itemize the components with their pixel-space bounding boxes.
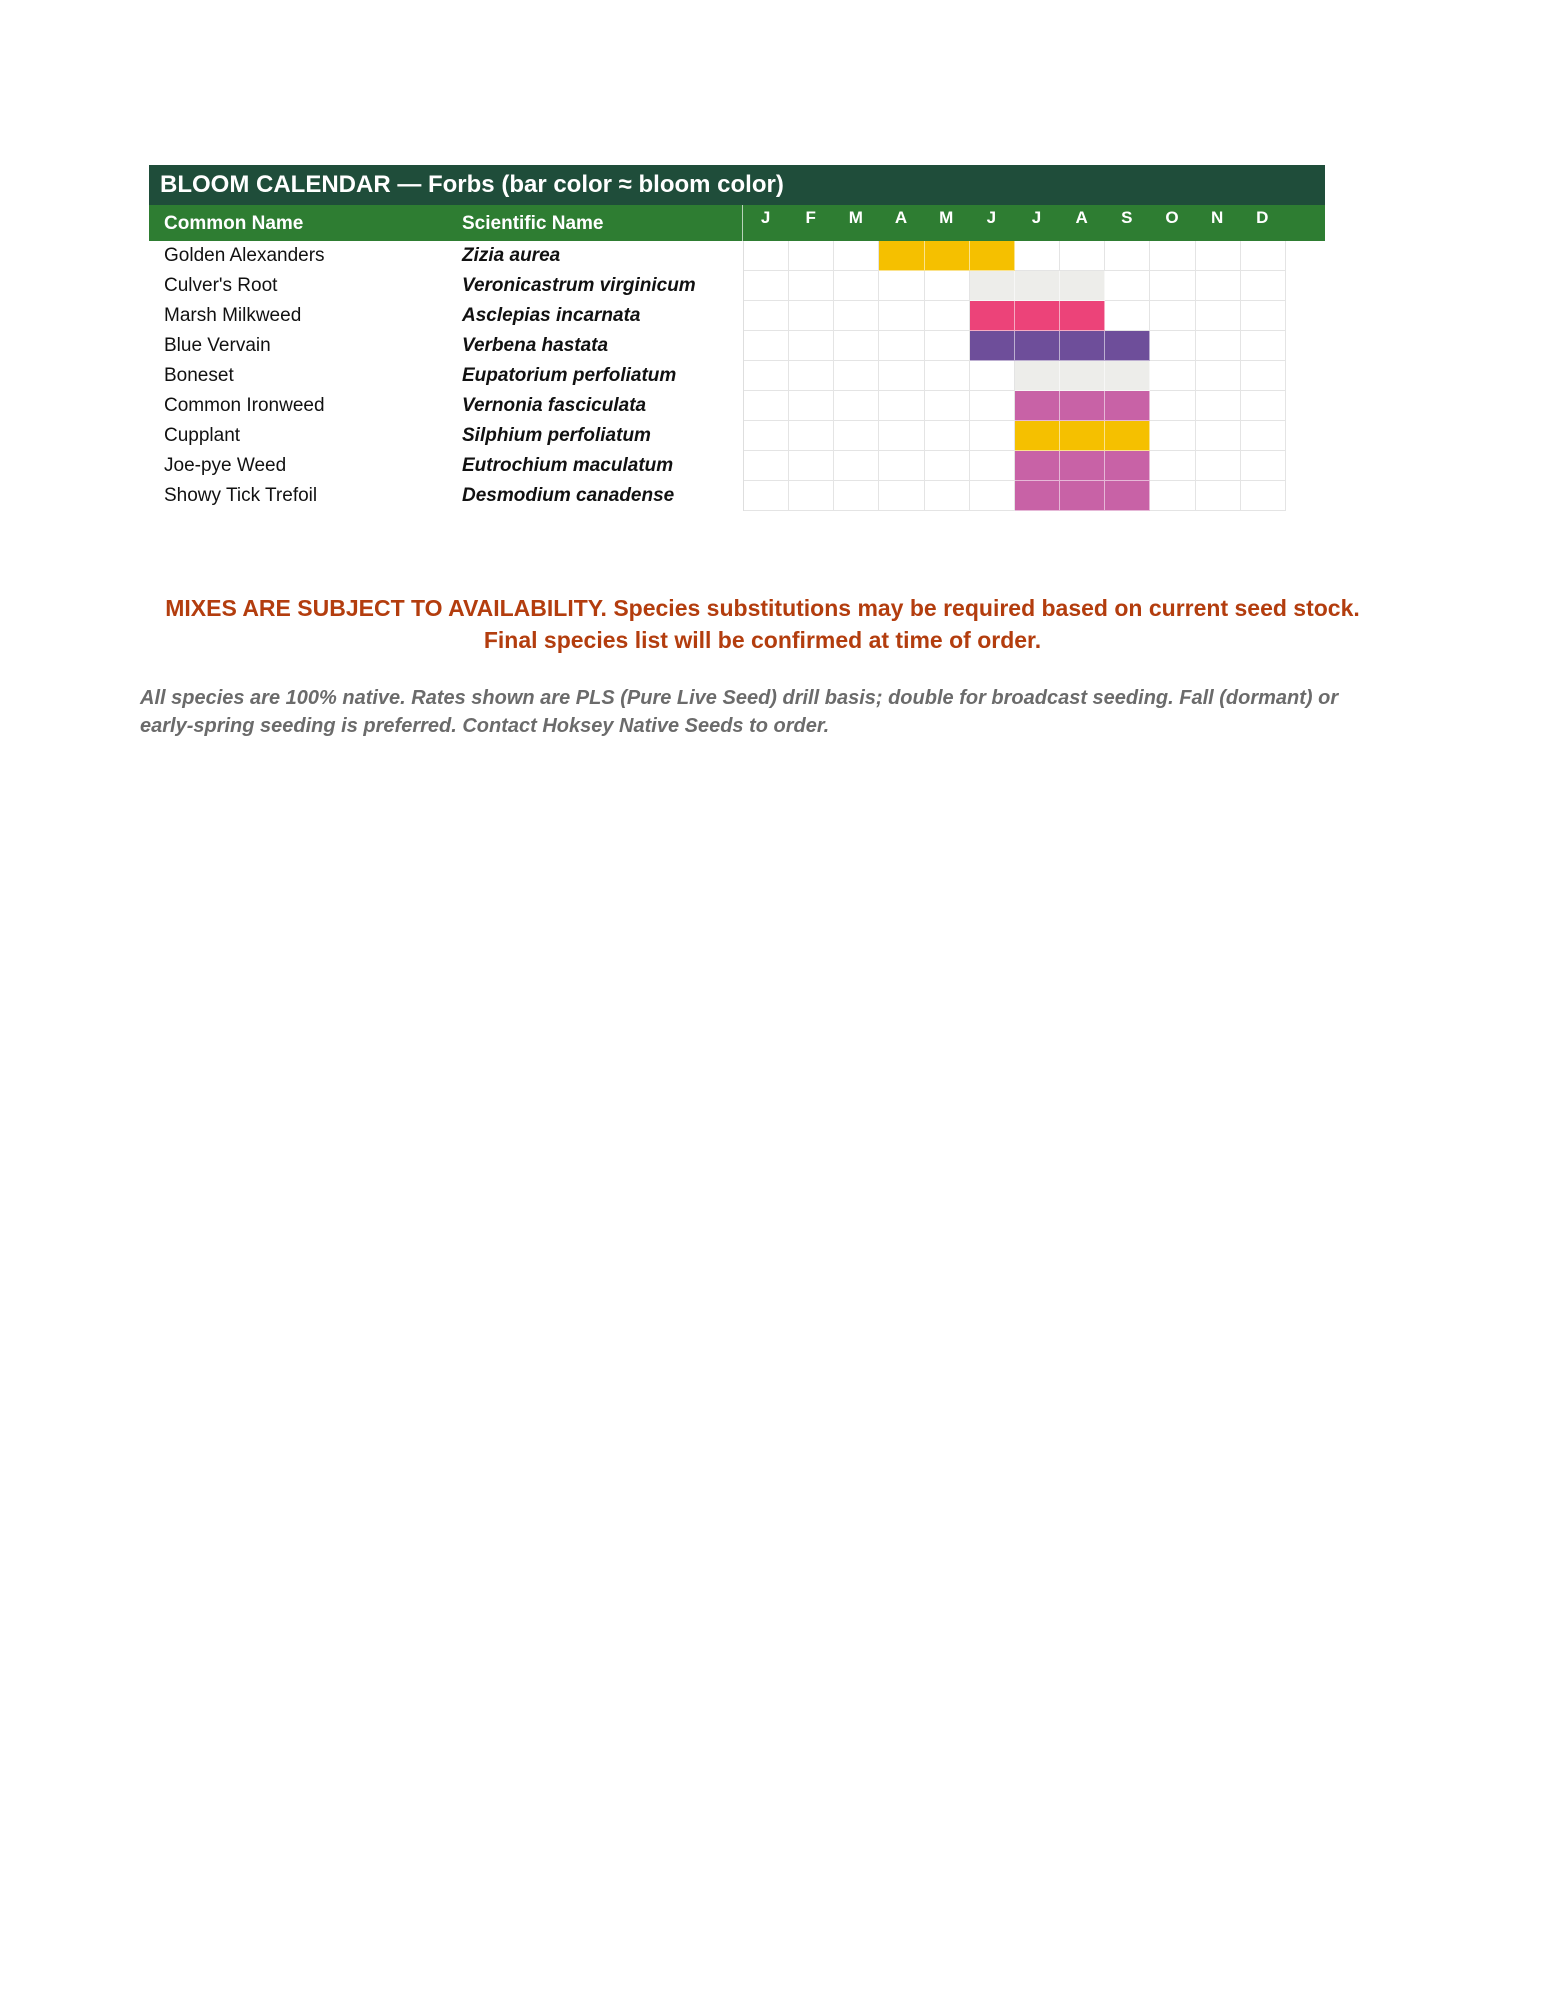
empty-month-cell: [879, 331, 924, 361]
common-name: Marsh Milkweed: [164, 305, 302, 326]
empty-month-cell: [744, 241, 789, 271]
month-header: J: [986, 208, 997, 227]
empty-month-cell: [1196, 241, 1241, 271]
empty-month-cell: [1241, 361, 1286, 391]
empty-month-cell: [1241, 421, 1286, 451]
month-header: M: [848, 208, 863, 227]
empty-month-cell: [789, 481, 834, 511]
empty-month-cell: [879, 271, 924, 301]
empty-month-cell: [879, 391, 924, 421]
empty-month-cell: [744, 451, 789, 481]
empty-month-cell: [879, 481, 924, 511]
empty-month-cell: [1196, 361, 1241, 391]
bloom-cells: [743, 391, 1286, 421]
empty-month-cell: [1241, 241, 1286, 271]
species-row: [149, 421, 1325, 451]
species-row: [149, 331, 1325, 361]
month-header: S: [1121, 208, 1133, 227]
species-row: [149, 241, 1325, 271]
bloom-bar-cell: [1015, 331, 1060, 361]
empty-month-cell: [925, 301, 970, 331]
month-header: M: [939, 208, 954, 227]
common-name: Culver's Root: [164, 275, 278, 296]
scientific-name: Veronicastrum virginicum: [462, 275, 696, 296]
empty-month-cell: [744, 271, 789, 301]
empty-month-cell: [834, 391, 879, 421]
bloom-bar-cell: [1105, 481, 1150, 511]
empty-month-cell: [1196, 481, 1241, 511]
species-row: [149, 481, 1325, 511]
bloom-bar-cell: [1015, 301, 1060, 331]
scientific-name: Eupatorium perfoliatum: [462, 365, 677, 386]
empty-month-cell: [1150, 451, 1195, 481]
common-name: Boneset: [164, 365, 234, 386]
empty-month-cell: [1241, 391, 1286, 421]
bloom-cells: [743, 331, 1286, 361]
bloom-bar-cell: [1060, 361, 1105, 391]
availability-notice: MIXES ARE SUBJECT TO AVAILABILITY. Species substitutions may be required based on current seed stock. Final species list will be confirmed at time of order.: [165, 595, 1360, 653]
bloom-calendar: [149, 165, 1325, 511]
scientific-name: Desmodium canadense: [462, 485, 675, 506]
bloom-bar-cell: [1015, 391, 1060, 421]
calendar-title: BLOOM CALENDAR — Forbs (bar color ≈ bloom color): [149, 165, 1325, 205]
empty-month-cell: [1150, 301, 1195, 331]
empty-month-cell: [1241, 271, 1286, 301]
empty-month-cell: [1150, 481, 1195, 511]
empty-month-cell: [925, 361, 970, 391]
empty-month-cell: [834, 421, 879, 451]
empty-month-cell: [744, 331, 789, 361]
bloom-bar-cell: [970, 331, 1015, 361]
empty-month-cell: [1241, 451, 1286, 481]
scientific-name: Silphium perfoliatum: [462, 425, 651, 446]
empty-month-cell: [970, 451, 1015, 481]
month-header: N: [1211, 208, 1224, 227]
bloom-bar-cell: [970, 271, 1015, 301]
month-header: A: [894, 208, 908, 227]
scientific-name: Vernonia fasciculata: [462, 395, 647, 416]
bloom-bar-cell: [879, 241, 924, 271]
empty-month-cell: [970, 391, 1015, 421]
bloom-bar-cell: [1105, 331, 1150, 361]
bloom-bar-cell: [1015, 361, 1060, 391]
empty-month-cell: [1241, 301, 1286, 331]
bloom-bar-cell: [1060, 331, 1105, 361]
empty-month-cell: [789, 361, 834, 391]
bloom-bar-cell: [1015, 421, 1060, 451]
empty-month-cell: [834, 451, 879, 481]
empty-month-cell: [925, 481, 970, 511]
species-row: [149, 391, 1325, 421]
bloom-bar-cell: [1060, 391, 1105, 421]
empty-month-cell: [1196, 451, 1241, 481]
footnote: All species are 100% native. Rates shown are PLS (Pure Live Seed) drill basis; double for broadcast seeding. Fall (dormant) or early-spring seeding is preferred. Contact Hoksey Native Seeds to order.: [140, 687, 1339, 737]
month-header: J: [1031, 208, 1042, 227]
empty-month-cell: [925, 271, 970, 301]
empty-month-cell: [834, 331, 879, 361]
empty-month-cell: [1015, 241, 1060, 271]
empty-month-cell: [744, 391, 789, 421]
species-row: [149, 271, 1325, 301]
empty-month-cell: [789, 271, 834, 301]
empty-month-cell: [1105, 271, 1150, 301]
empty-month-cell: [1196, 331, 1241, 361]
empty-month-cell: [744, 301, 789, 331]
empty-month-cell: [1241, 331, 1286, 361]
bloom-cells: [743, 241, 1286, 271]
bloom-bar-cell: [1015, 271, 1060, 301]
empty-month-cell: [1150, 271, 1195, 301]
empty-month-cell: [879, 451, 924, 481]
bloom-cells: [743, 451, 1286, 481]
bloom-bar-cell: [1015, 451, 1060, 481]
empty-month-cell: [1105, 301, 1150, 331]
empty-month-cell: [925, 391, 970, 421]
scientific-name: Eutrochium maculatum: [462, 455, 674, 476]
species-row: [149, 451, 1325, 481]
empty-month-cell: [879, 421, 924, 451]
empty-month-cell: [789, 301, 834, 331]
bloom-bar-cell: [1060, 421, 1105, 451]
bloom-cells: [743, 361, 1286, 391]
empty-month-cell: [834, 301, 879, 331]
empty-month-cell: [1241, 481, 1286, 511]
empty-month-cell: [925, 421, 970, 451]
bloom-bar-cell: [970, 241, 1015, 271]
empty-month-cell: [879, 301, 924, 331]
bloom-bar-cell: [1105, 421, 1150, 451]
empty-month-cell: [970, 421, 1015, 451]
scientific-name: Asclepias incarnata: [462, 305, 641, 326]
species-rows: [149, 241, 1325, 511]
empty-month-cell: [1196, 301, 1241, 331]
bloom-bar-cell: [1060, 481, 1105, 511]
empty-month-cell: [1150, 421, 1195, 451]
empty-month-cell: [1150, 391, 1195, 421]
bloom-bar-cell: [1105, 451, 1150, 481]
empty-month-cell: [789, 241, 834, 271]
scientific-name-header: Scientific Name: [447, 205, 743, 241]
empty-month-cell: [925, 451, 970, 481]
bloom-bar-cell: [1060, 271, 1105, 301]
month-header: F: [805, 208, 816, 227]
bloom-cells: [743, 421, 1286, 451]
common-name-header: Common Name: [164, 213, 304, 234]
empty-month-cell: [970, 481, 1015, 511]
empty-month-cell: [1150, 361, 1195, 391]
bloom-bar-cell: [1105, 391, 1150, 421]
empty-month-cell: [1150, 241, 1195, 271]
empty-month-cell: [789, 451, 834, 481]
empty-month-cell: [744, 481, 789, 511]
common-name: Joe-pye Weed: [164, 455, 287, 476]
empty-month-cell: [789, 421, 834, 451]
empty-month-cell: [1060, 241, 1105, 271]
empty-month-cell: [970, 361, 1015, 391]
scientific-name: Verbena hastata: [462, 335, 609, 356]
common-name: Golden Alexanders: [164, 245, 325, 266]
month-header: D: [1256, 208, 1269, 227]
month-header: O: [1165, 208, 1179, 227]
month-header: J: [760, 208, 771, 227]
bloom-cells: [743, 271, 1286, 301]
empty-month-cell: [834, 481, 879, 511]
bloom-bar-cell: [1060, 451, 1105, 481]
empty-month-cell: [925, 331, 970, 361]
species-row: [149, 301, 1325, 331]
bloom-cells: [743, 481, 1286, 511]
common-name: Showy Tick Trefoil: [164, 485, 318, 506]
bloom-bar-cell: [1105, 361, 1150, 391]
empty-month-cell: [834, 271, 879, 301]
calendar-header-row: [149, 205, 1325, 241]
empty-month-cell: [1196, 391, 1241, 421]
empty-month-cell: [1196, 421, 1241, 451]
bloom-bar-cell: [1015, 481, 1060, 511]
bloom-bar-cell: [1060, 301, 1105, 331]
empty-month-cell: [744, 421, 789, 451]
month-headers: [743, 205, 1285, 241]
month-header: A: [1075, 208, 1088, 227]
bloom-cells: [743, 301, 1286, 331]
empty-month-cell: [1150, 331, 1195, 361]
common-name: Blue Vervain: [164, 335, 271, 356]
common-name: Common Ironweed: [164, 395, 325, 416]
bloom-bar-cell: [970, 301, 1015, 331]
empty-month-cell: [1105, 241, 1150, 271]
scientific-name: Zizia aurea: [462, 245, 561, 266]
species-row: [149, 361, 1325, 391]
empty-month-cell: [744, 361, 789, 391]
empty-month-cell: [834, 241, 879, 271]
bloom-bar-cell: [925, 241, 970, 271]
common-name: Cupplant: [164, 425, 241, 446]
empty-month-cell: [1196, 271, 1241, 301]
empty-month-cell: [834, 361, 879, 391]
empty-month-cell: [789, 391, 834, 421]
empty-month-cell: [879, 361, 924, 391]
empty-month-cell: [789, 331, 834, 361]
